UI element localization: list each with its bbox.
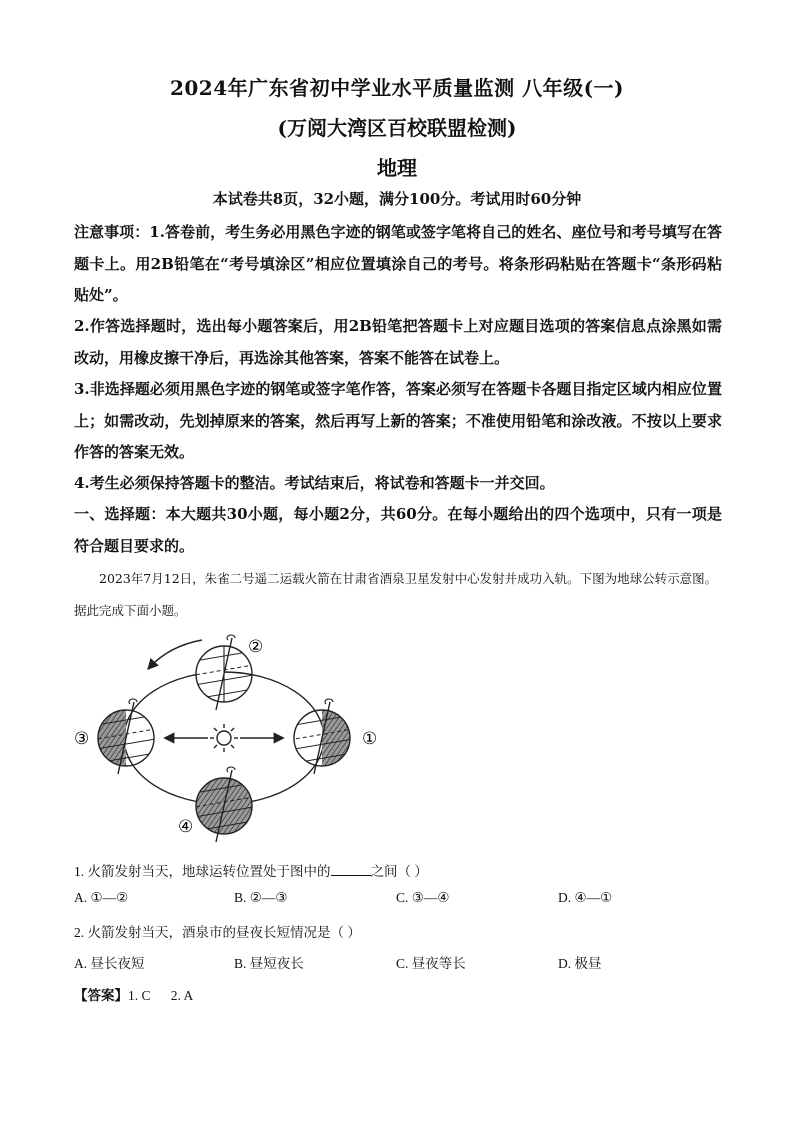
q2-option-a[interactable]: A. 昼长夜短 xyxy=(74,956,145,971)
question-2: 2. 火箭发射当天，酒泉市的昼夜长短情况是（ ） xyxy=(74,925,361,940)
subject-title: 地理 xyxy=(377,156,417,180)
earth-revolution-diagram xyxy=(74,628,394,843)
exam-title: 2024年广东省初中学业水平质量监测 八年级(一) xyxy=(169,76,625,100)
q1-option-c[interactable]: C. ③—④ xyxy=(396,890,450,905)
earth-position-1 xyxy=(289,699,359,774)
q2-option-c[interactable]: C. 昼夜等长 xyxy=(396,956,466,971)
answer-text: 1. C 2. A xyxy=(128,988,194,1003)
q1-option-a[interactable]: A. ①—② xyxy=(74,890,129,905)
answer-line xyxy=(74,984,193,1004)
section-heading: 一、选择题：本大题共30小题，每小题2分，共60分。在每小题给出的四个选项中，只有一项是符合题目要求的。 xyxy=(74,505,722,555)
answer-tag: 【答案】 xyxy=(74,988,128,1003)
notice-item-4: 4.考生必须保持答题卡的整洁。考试结束后，将试卷和答题卡一并交回。 xyxy=(74,474,555,492)
label-4: ④ xyxy=(178,817,194,837)
exam-subtitle: (万阅大湾区百校联盟检测) xyxy=(277,116,517,140)
notice-item-2: 2.作答选择题时，选出每小题答案后，用2B铅笔把答题卡上对应题目选项的答案信息点涂黑如需改动，用橡皮擦干净后，再选涂其他答案，答案不能答在试卷上。 xyxy=(74,317,722,367)
label-1: ① xyxy=(362,729,378,749)
label-2: ② xyxy=(248,637,264,657)
q2-option-b[interactable]: B. 昼短夜长 xyxy=(234,956,304,971)
question-1-stem: 1. 火箭发射当天，地球运转位置处于图中的 xyxy=(74,864,331,879)
question-intro: 2023年7月12日，朱雀二号遥二运载火箭在甘肃省酒泉卫星发射中心发射并成功入轨。下图为地球公转示意图。据此完成下面小题。 xyxy=(74,571,718,618)
revolution-arrow xyxy=(149,640,202,668)
q2-option-d[interactable]: D. 极昼 xyxy=(558,956,602,971)
question-1 xyxy=(74,860,428,880)
q1-option-d[interactable]: D. ④—① xyxy=(558,890,613,905)
question-1-stem-end: 之间（ ） xyxy=(370,864,428,879)
label-3: ③ xyxy=(74,729,90,749)
notice-item-1: 注意事项：1.答卷前，考生务必用黑色字迹的钢笔或签字笔将自己的姓名、座位号和考号填写在答题卡上。用2B铅笔在“考号填涂区”相应位置填涂自己的考号。将条形码粘贴在答题卡“条形码粘贴处”。 xyxy=(74,223,722,304)
exam-info: 本试卷共8页，32小题，满分100分。考试用时60分钟 xyxy=(212,190,582,208)
q1-option-b[interactable]: B. ②—③ xyxy=(234,890,288,905)
earth-position-4 xyxy=(189,767,259,842)
answer-blank xyxy=(331,861,371,876)
earth-position-3 xyxy=(91,699,161,774)
notice-item-3: 3.非选择题必须用黑色字迹的钢笔或签字笔作答，答案必须写在答题卡各题目指定区域内相应位置上；如需改动，先划掉原来的答案，然后再写上新的答案；不准使用铅笔和涂改液。不按以上要求作答的答案无效。 xyxy=(74,380,722,461)
sun-icon xyxy=(210,724,238,752)
